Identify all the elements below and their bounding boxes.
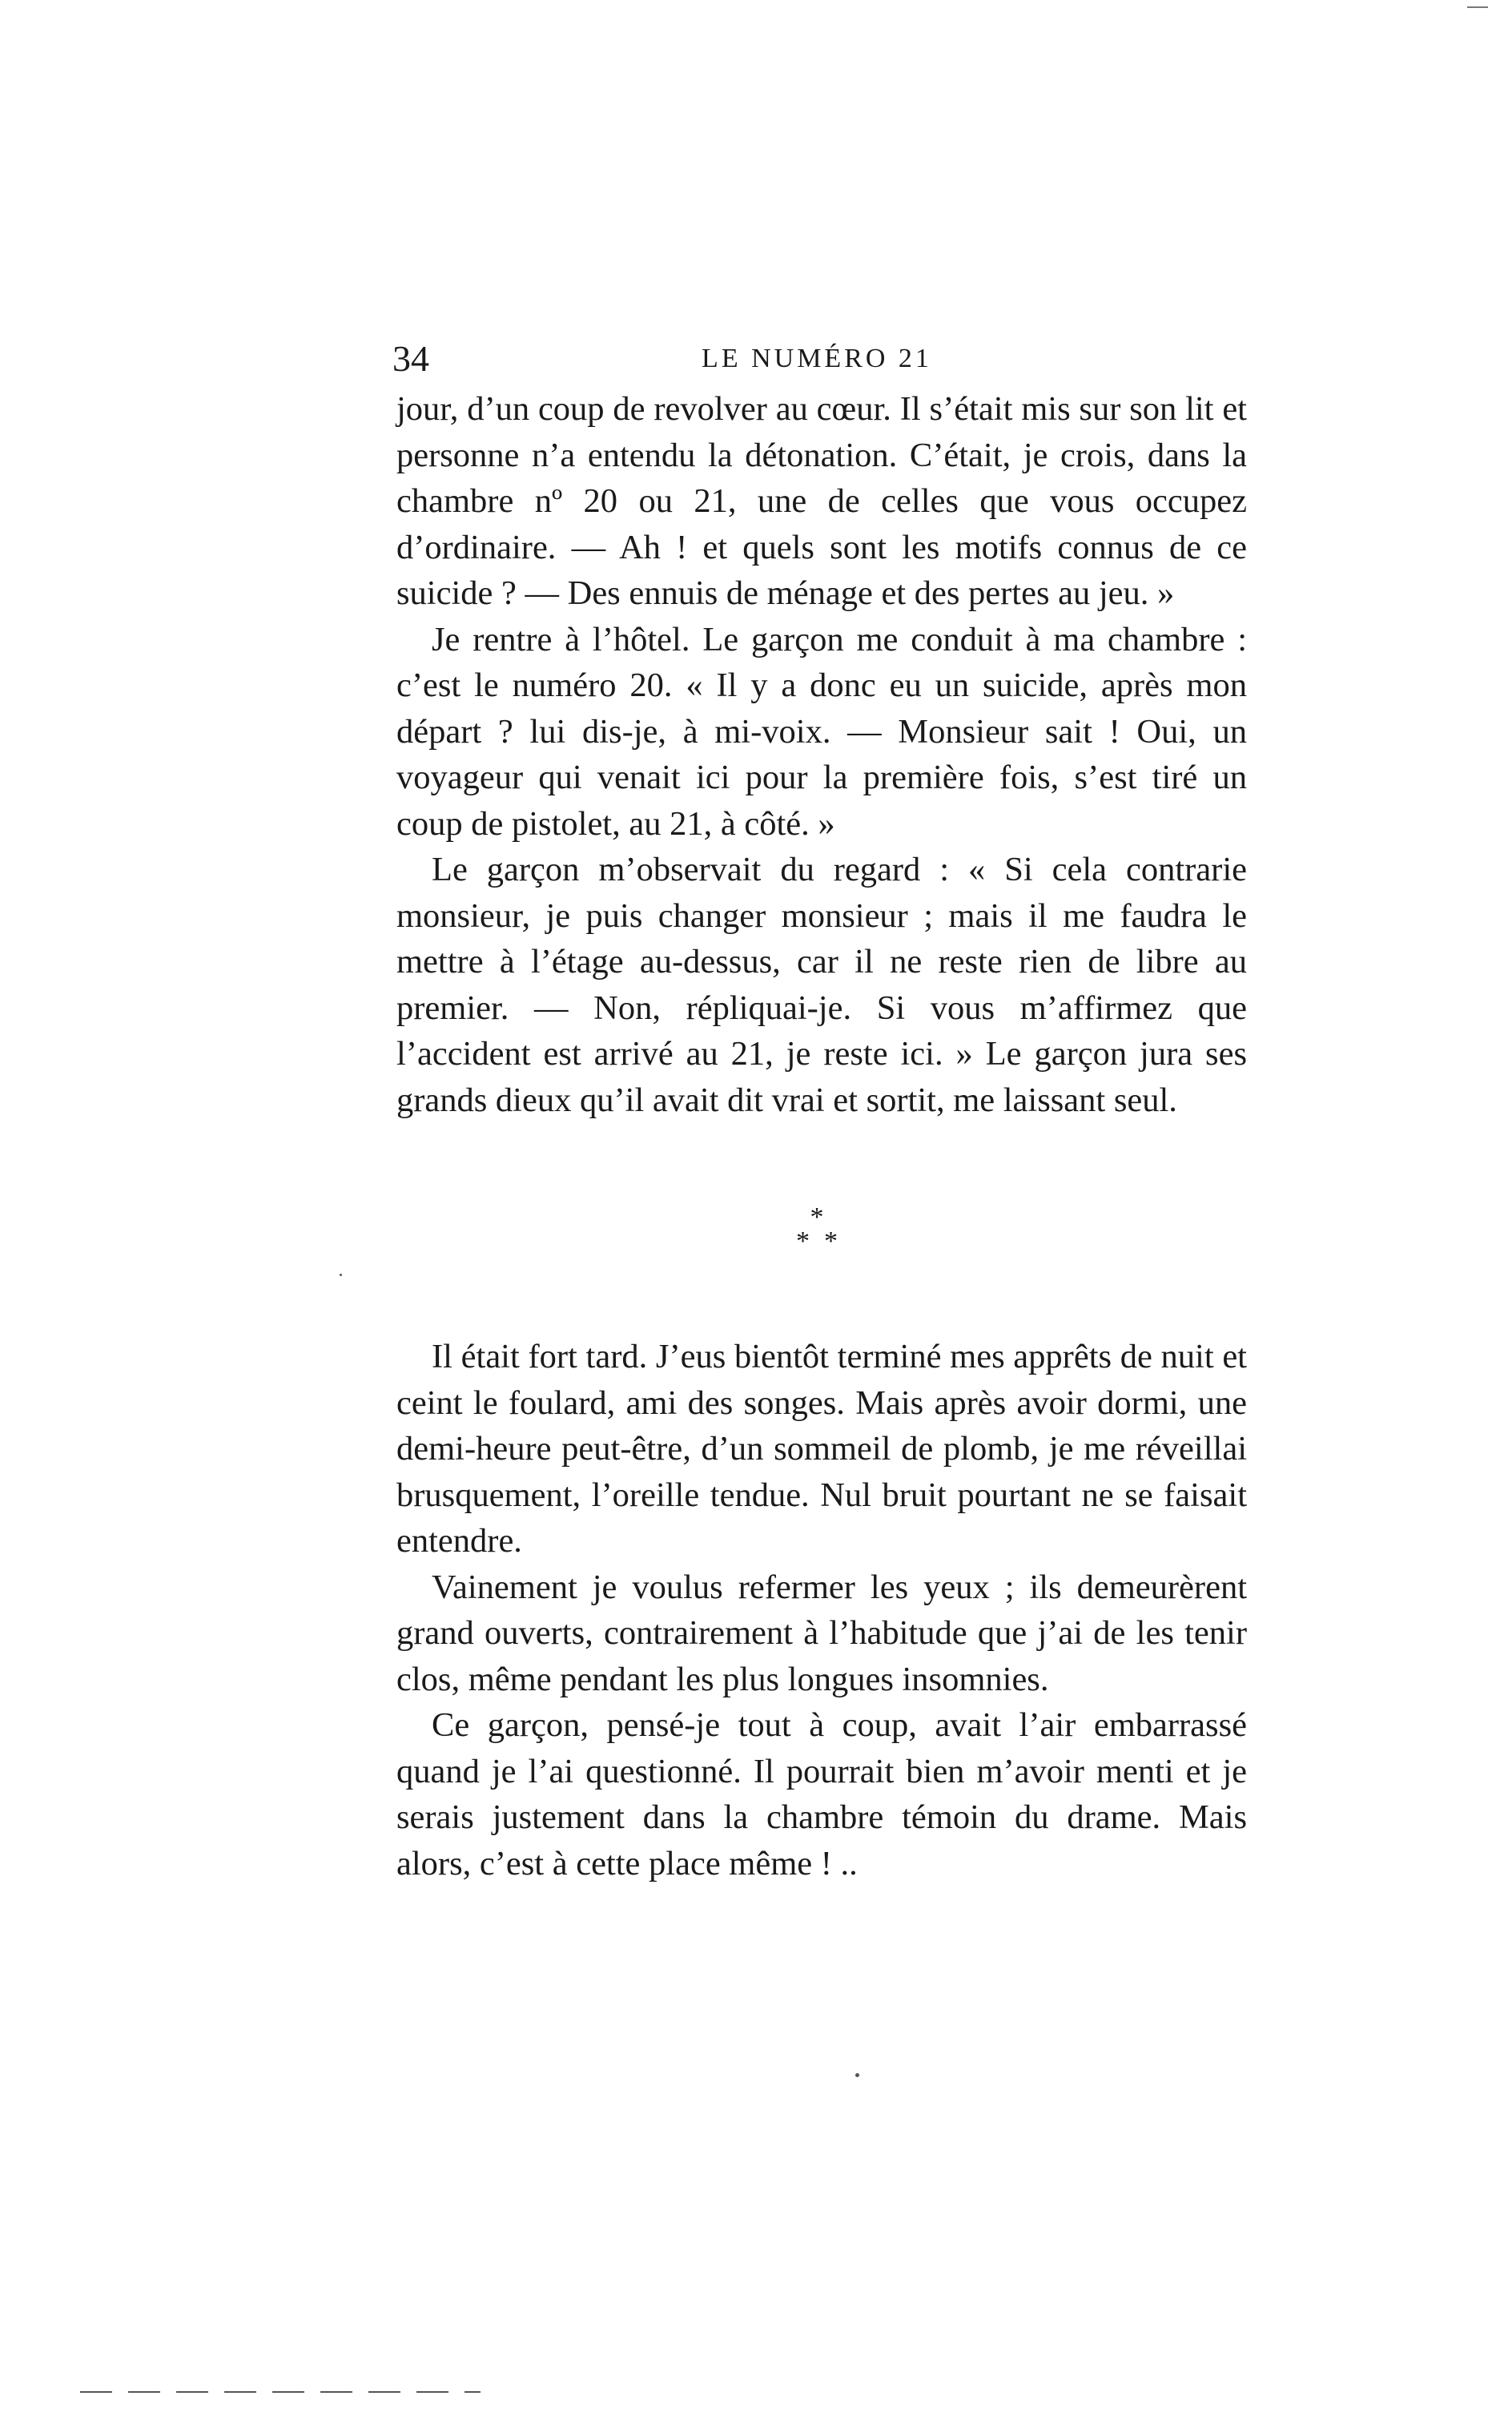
text-block-first-section xyxy=(396,386,1247,1123)
running-head xyxy=(392,335,1241,383)
asterism-separator xyxy=(769,1202,865,1274)
paragraph: Vainement je voulus refermer les yeux ; ils demeurèrent grand ouverts, contrairement à l’habitude que j’ai de les tenir clos, même pendant les plus longues insomnies. xyxy=(396,1568,1247,1698)
page-number: 34 xyxy=(392,338,429,379)
paragraph: Le garçon m’observait du regard : « Si cela contrarie monsieur, je puis changer monsieur ; mais il me faudra le mettre à l’étage au-dessus, car il ne reste rien de libre au premier. — Non, répliquai-je. Si vous m’affirmez que l’accident est arrivé au 21, je reste ici. » Le garçon jura ses grands dieux qu’il avait dit vrai et sortit, me laissant seul. xyxy=(396,851,1247,1119)
asterism-top: * xyxy=(810,1202,824,1232)
text-block-second-section xyxy=(396,1334,1247,1887)
asterism-bottom: ** xyxy=(796,1226,852,1256)
paragraph: jour, d’un coup de revolver au cœur. Il s’était mis sur son lit et personne n’a entendu la détonation. C’était, je crois, dans la chambre nº 20 ou 21, une de celles que vous occupez d’ordinaire. — Ah ! et quels sont les motifs connus de ce suicide ? — Des ennuis de ménage et des pertes au jeu. » xyxy=(396,390,1247,612)
scan-edge-mark xyxy=(1467,6,1488,8)
paper-speck xyxy=(340,1274,342,1276)
paragraph: Il était fort tard. J’eus bientôt terminé mes apprêts de nuit et ceint le foulard, ami des songes. Mais après avoir dormi, une demi-heure peut-être, d’un sommeil de plomb, je me réveillai brusquement, l’oreille tendue. Nul bruit pourtant ne se faisait entendre. xyxy=(396,1338,1247,1560)
paragraph: Je rentre à l’hôtel. Le garçon me conduit à ma chambre : c’est le numéro 20. « Il y a donc eu un suicide, après mon départ ? lui dis-je, à mi-voix. — Monsieur sait ! Oui, un voyageur qui venait ici pour la première fois, s’est tiré un coup de pistolet, au 21, à côté. » xyxy=(396,620,1247,843)
scan-bottom-dash-rule xyxy=(80,2391,481,2393)
paper-speck xyxy=(855,2073,859,2077)
running-title: LE NUMÉRO 21 xyxy=(702,344,932,373)
paragraph: Ce garçon, pensé-je tout à coup, avait l’air embarrassé quand je l’ai questionné. Il pourrait bien m’avoir menti et je serais justement dans la chambre témoin du drame. Mais alors, c’est à cette place même ! .. xyxy=(396,1706,1247,1882)
